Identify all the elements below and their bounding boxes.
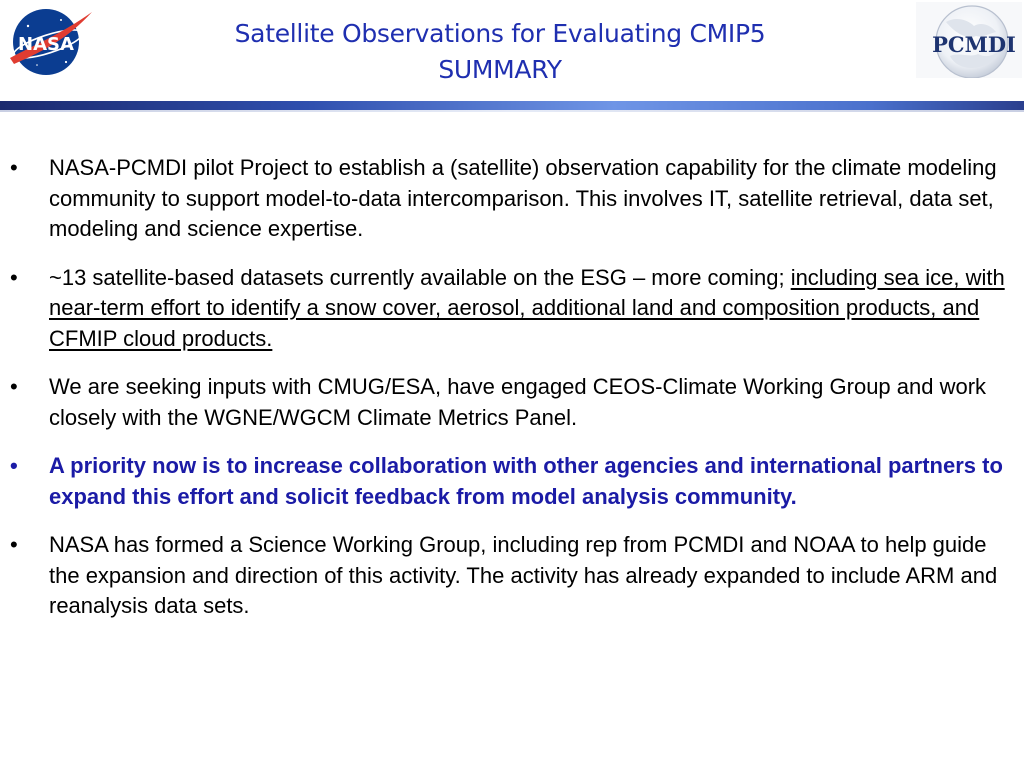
bullet-underlined-text: including sea ice, with near-term effort to identify a snow cover, aerosol, additional land and composition products, and CFMIP cloud products.	[49, 264, 1005, 351]
slide-title	[120, 16, 880, 88]
bullet-text: ~13 satellite-based datasets currently available on the ESG – more coming;	[49, 264, 791, 290]
slide-title-line2: SUMMARY	[438, 55, 562, 84]
bullet-item-2	[0, 263, 1024, 355]
bullet-text: We are seeking inputs with CMUG/ESA, have engaged CEOS-Climate Working Group and work closely with the WGNE/WGCM Climate Metrics Panel.	[49, 374, 987, 430]
bullet-marker: •	[10, 532, 18, 557]
bullet-text: NASA has formed a Science Working Group, including rep from PCMDI and NOAA to help guide the expansion and direction of this activity. The activity has already expanded to include ARM and reanalysis data sets.	[49, 532, 998, 618]
bullet-text: NASA-PCMDI pilot Project to establish a (satellite) observation capability for the climate modeling community to support model-to-data intercomparison. This involves IT, satellite retrieval, data set, modeling and science expertise.	[49, 155, 997, 241]
pcmdi-logo	[916, 2, 1022, 78]
pcmdi-logo-text: PCMDI	[932, 32, 1016, 57]
bullet-text: A priority now is to increase collaboration with other agencies and international partners to expand this effort and solicit feedback from model analysis community.	[49, 453, 1003, 509]
bullet-item-1	[0, 153, 1024, 245]
bullet-item-3	[0, 372, 1024, 433]
bullet-marker: •	[10, 155, 18, 180]
title-divider	[0, 101, 1024, 110]
bullet-marker: •	[10, 264, 18, 290]
nasa-logo-text: NASA	[18, 34, 74, 55]
bullet-marker: •	[10, 453, 18, 478]
bullet-marker: •	[10, 374, 18, 399]
slide-title-line1: Satellite Observations for Evaluating CMIP5	[234, 19, 766, 48]
bullet-item-priority	[0, 451, 1024, 512]
bullet-item-5	[0, 530, 1024, 622]
title-divider-shadow	[0, 110, 1024, 112]
nasa-logo	[6, 4, 94, 78]
bullet-list	[0, 153, 1024, 640]
